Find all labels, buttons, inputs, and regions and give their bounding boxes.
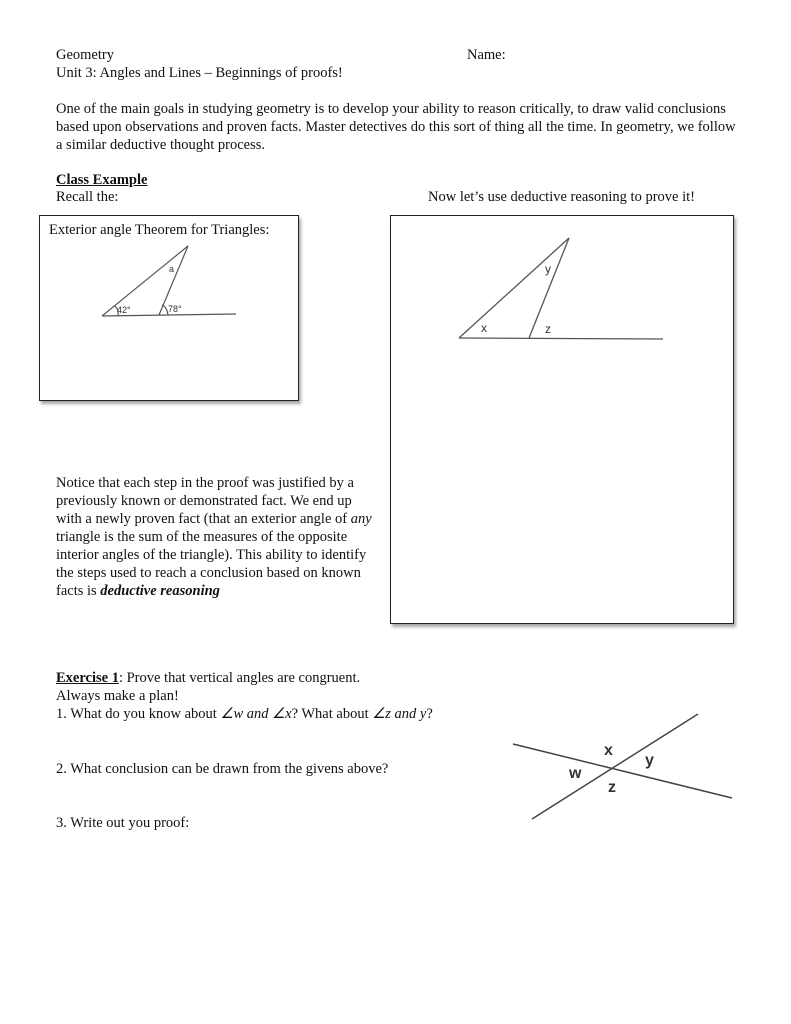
angle-a-label: a [169, 264, 175, 274]
q1-math-wx: ∠w and ∠x [220, 706, 292, 722]
intro-paragraph: One of the main goals in studying geometry is to develop your ability to reason critically, to draw valid conclusions based upon observations and proven facts. Master detectives do this sort of thing all the time. In geometry, we follow a similar deductive thought process. [56, 101, 736, 153]
notice-part2: triangle is the sum of the measures of the opposite interior angles of the triangle). This ability to identify the steps used to reach a conclusion based on known facts is [56, 529, 367, 599]
unit-title: Unit 3: Angles and Lines – Beginnings of proofs! [56, 65, 343, 81]
prove-prompt: Now let’s use deductive reasoning to prove it! [428, 189, 695, 205]
notice-paragraph [56, 474, 378, 600]
exercise1-statement: : Prove that vertical angles are congruent. [118, 670, 361, 686]
notice-term: deductive reasoning [100, 583, 220, 599]
exterior-angle-small-diagram [40, 216, 298, 400]
vertical-angle-w-label: w [569, 765, 582, 782]
question-3: 3. Write out you proof: [56, 815, 190, 831]
name-label: Name: [467, 47, 506, 63]
vertical-angles-diagram [505, 712, 745, 822]
vertical-angle-z-label: z [608, 779, 616, 796]
proof-box [390, 215, 734, 624]
theorem-box-title: Exterior angle Theorem for Triangles: [49, 222, 270, 238]
class-example-heading: Class Example [56, 172, 148, 188]
vertical-angle-y-label: y [645, 752, 654, 769]
angle-42-label: 42° [117, 305, 131, 315]
plan-text: Always make a plan! [56, 688, 179, 704]
angle-x-label: x [481, 321, 487, 335]
recall-label: Recall the: [56, 189, 119, 205]
theorem-box [39, 215, 299, 401]
vertical-angle-x-label: x [604, 742, 613, 759]
angle-z-label: z [545, 322, 551, 336]
angle-y-label: y [545, 262, 551, 276]
exterior-angle-large-diagram [391, 216, 733, 623]
notice-part1: Notice that each step in the proof was justified by a previously known or demonstrated fact. We end up with a newly proven fact (that an exterior angle of [56, 475, 354, 527]
angle-78-label: 78° [168, 304, 182, 314]
notice-any: any [350, 511, 372, 527]
exercise1-line [56, 670, 360, 687]
q1-math-zy: ∠z and y [372, 706, 427, 722]
question-1: 1. What do you know about ∠w and ∠x? What about ∠z and y? [56, 706, 433, 722]
subject-title: Geometry [56, 47, 114, 63]
question-2: 2. What conclusion can be drawn from the givens above? [56, 761, 389, 777]
exercise1-heading: Exercise 1 [56, 670, 119, 686]
